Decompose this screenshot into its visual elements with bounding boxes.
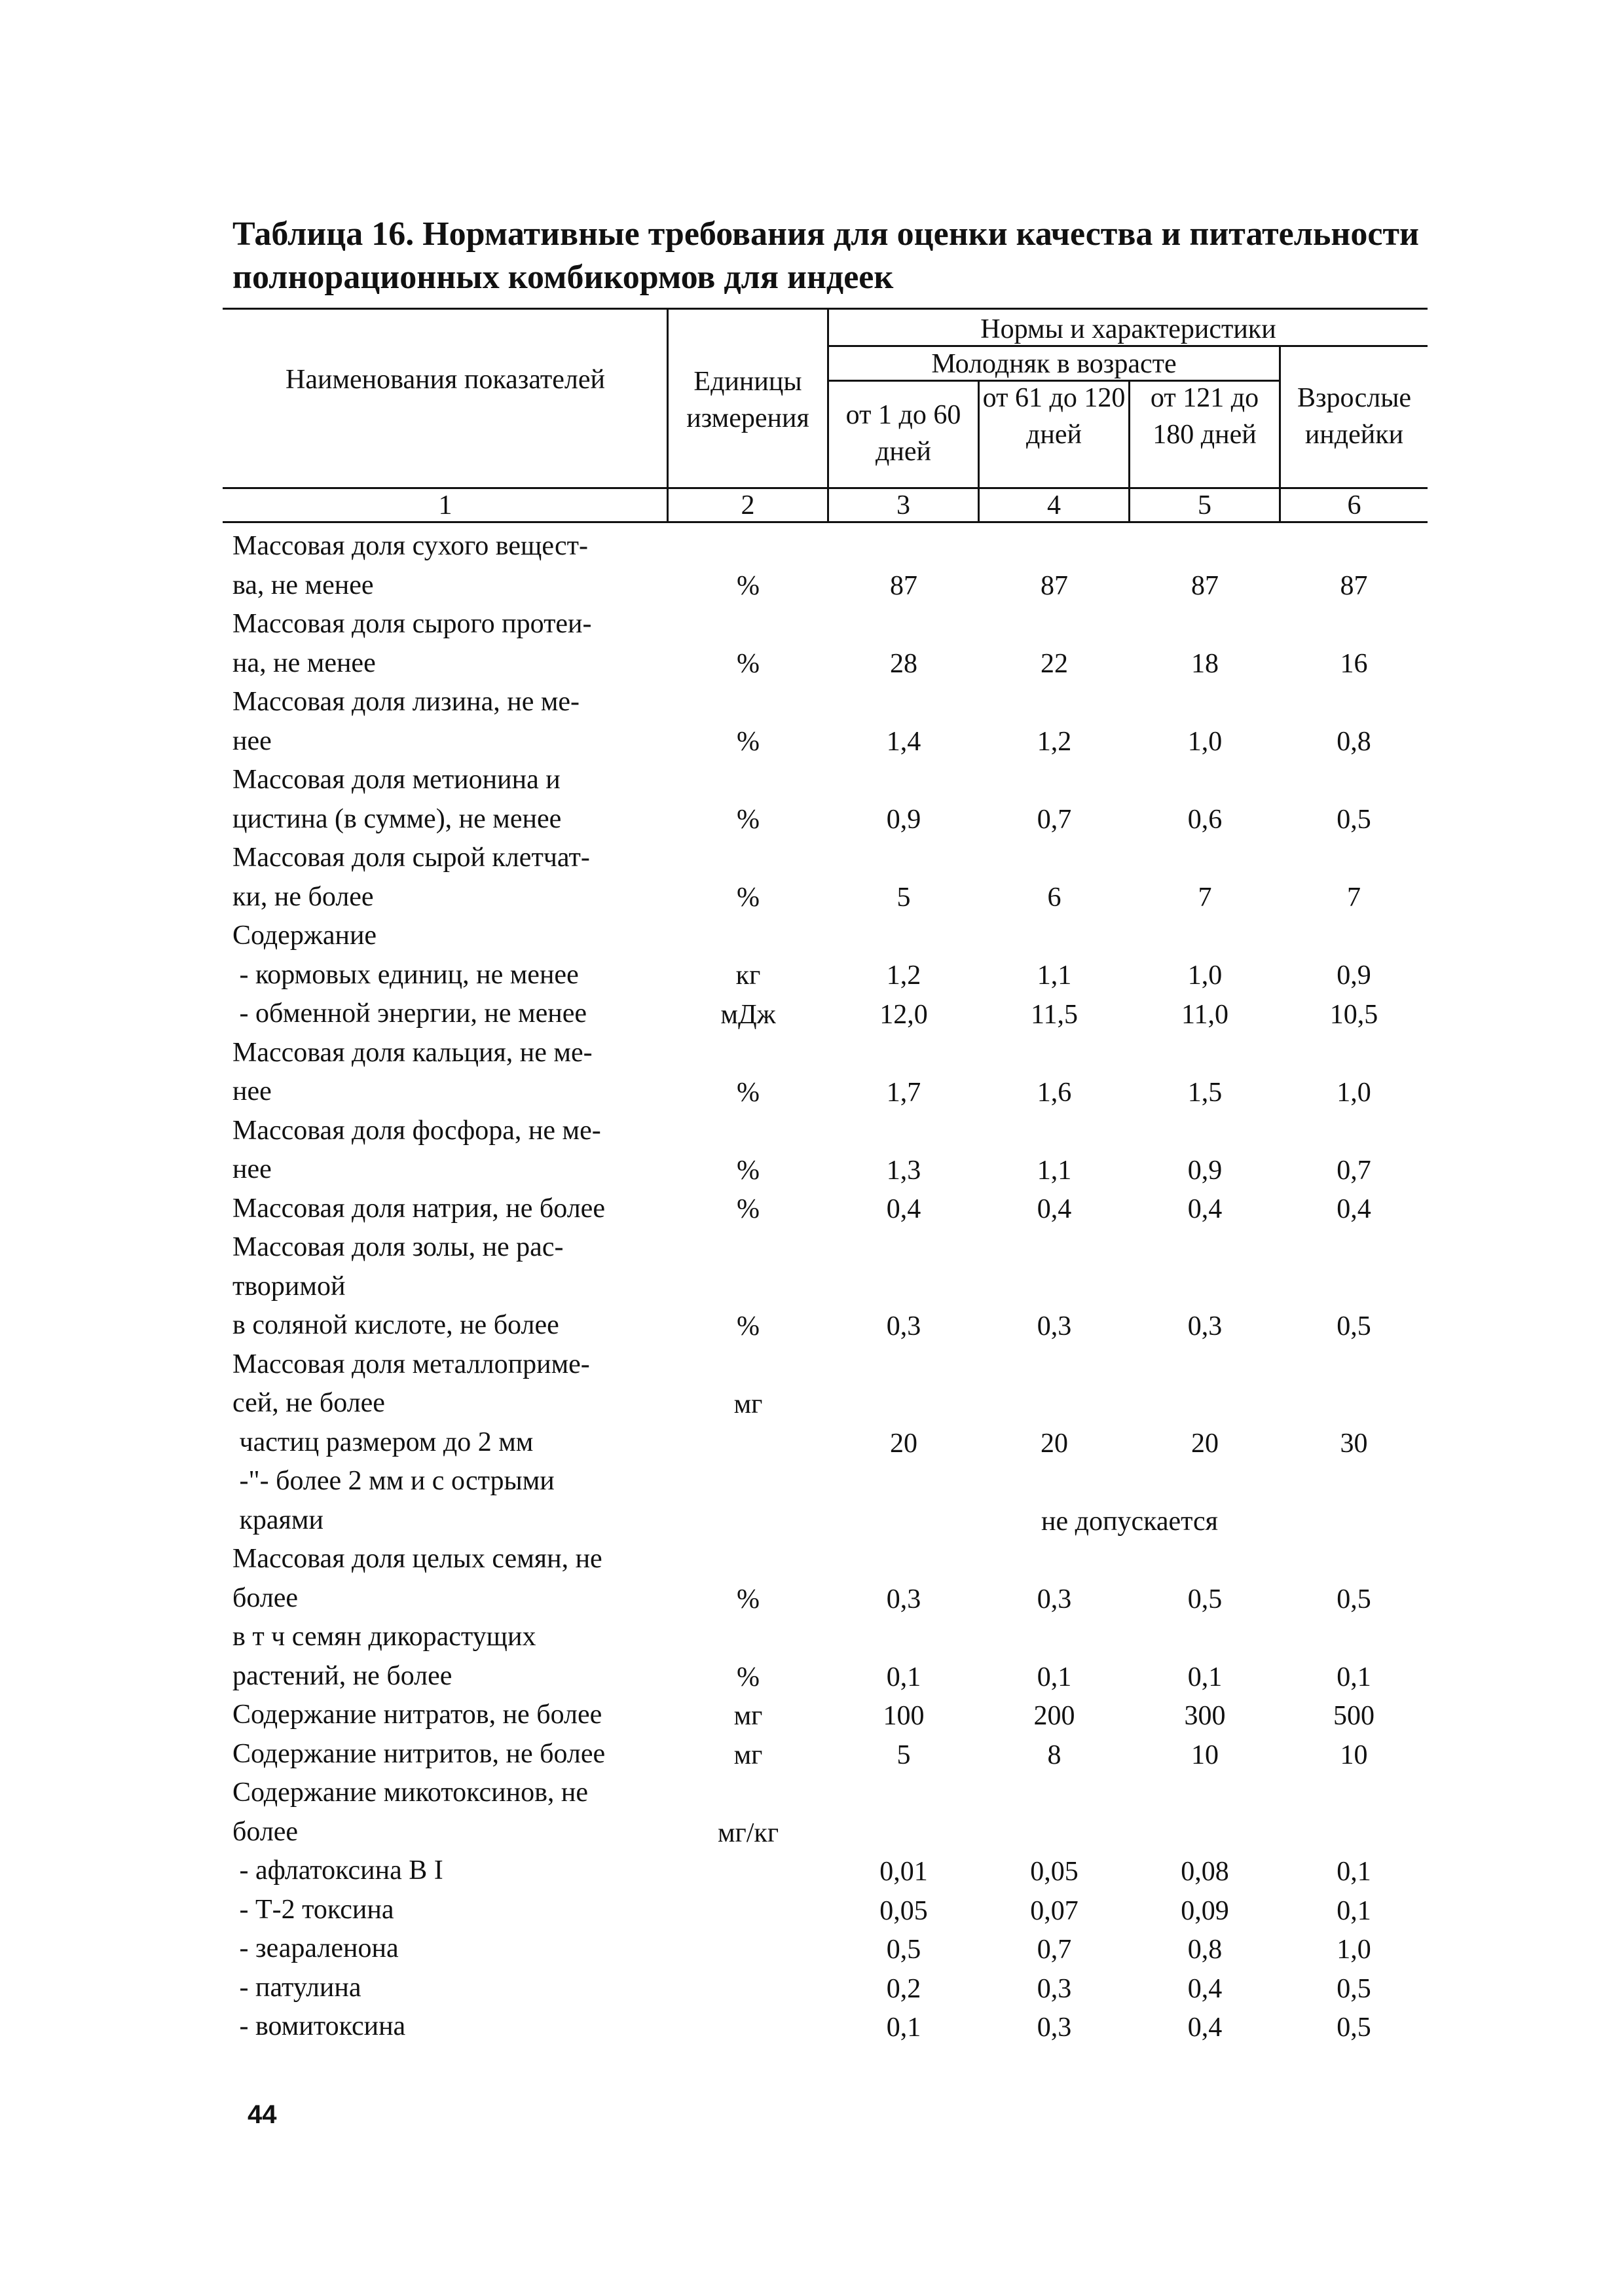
value-cell: 0,7 — [1037, 1935, 1072, 1965]
value-cell: 0,1 — [886, 2013, 921, 2043]
table-row — [0, 644, 1624, 683]
value-cell: 1,5 — [1187, 1078, 1223, 1108]
value-cell: 20 — [1041, 1429, 1068, 1459]
value-cell: 1,1 — [1037, 960, 1072, 991]
value-cell: 30 — [1340, 1429, 1368, 1459]
table-row — [0, 722, 1624, 761]
table-row — [0, 1930, 1624, 1969]
value-cell: 200 — [1033, 1701, 1075, 1731]
value-cell: 87 — [1340, 571, 1368, 601]
value-cell: 1,0 — [1337, 1935, 1371, 1965]
unit-cell: мг — [733, 1701, 763, 1731]
value-cell: 87 — [890, 571, 917, 601]
value-cell: 0,3 — [1037, 1974, 1072, 2004]
value-cell: 11,5 — [1031, 1000, 1078, 1030]
value-cell: 0,4 — [1337, 1194, 1371, 1224]
header-top-rule — [223, 308, 1428, 310]
table-row — [0, 1580, 1624, 1619]
value-cell: 0,9 — [1187, 1156, 1223, 1186]
column-number: 2 — [741, 490, 755, 520]
column-number: 3 — [896, 490, 910, 520]
value-cell: 0,4 — [1187, 2013, 1223, 2043]
value-cell: 0,5 — [1337, 805, 1371, 835]
value-cell: 1,0 — [1187, 960, 1223, 991]
unit-cell: % — [737, 1311, 760, 1341]
value-cell: 0,1 — [1337, 1857, 1371, 1887]
value-cell: 0,1 — [886, 1662, 921, 1692]
value-cell: 0,5 — [1337, 2013, 1371, 2043]
table-row — [0, 1813, 1624, 1853]
value-cell: 0,01 — [879, 1857, 928, 1887]
page-number: 44 — [248, 2100, 277, 2129]
value-cell: 0,07 — [1030, 1896, 1079, 1926]
value-cell: 0,5 — [1187, 1584, 1223, 1614]
table-row — [0, 1073, 1624, 1112]
value-cell: 11,0 — [1181, 1000, 1228, 1030]
unit-cell: кг — [735, 960, 761, 991]
value-cell: 18 — [1191, 649, 1219, 679]
column-number: 5 — [1198, 490, 1211, 520]
value-cell: 1,7 — [886, 1078, 921, 1108]
value-cell: 0,9 — [886, 805, 921, 835]
header-young: Молодняк в возрасте — [931, 349, 1177, 379]
table-row — [0, 800, 1624, 839]
table-row — [0, 1385, 1624, 1424]
value-cell: 87 — [1191, 571, 1219, 601]
value-cell: 100 — [883, 1701, 925, 1731]
value-cell: 5 — [896, 883, 911, 913]
table-row — [0, 1502, 1624, 1541]
unit-cell: мг — [733, 1389, 763, 1419]
header-age-1-60: от 1 до 60 дней — [845, 400, 961, 467]
value-cell: 1,1 — [1037, 1156, 1072, 1186]
unit-cell: % — [737, 727, 760, 757]
unit-cell: мг — [733, 1740, 763, 1770]
value-cell: 20 — [1191, 1429, 1219, 1459]
value-cell: 10,5 — [1329, 1000, 1378, 1030]
value-cell: 0,5 — [1337, 1584, 1371, 1614]
value-cell: 7 — [1198, 883, 1212, 913]
value-cell: 0,4 — [1187, 1974, 1223, 2004]
value-cell: 0,8 — [1187, 1935, 1223, 1965]
table-row — [0, 1736, 1624, 1775]
value-cell: 0,8 — [1337, 727, 1371, 757]
value-cell: 0,1 — [1337, 1662, 1371, 1692]
unit-cell: % — [737, 571, 760, 601]
value-cell: 12,0 — [879, 1000, 928, 1030]
value-cell: 0,5 — [1337, 1311, 1371, 1341]
unit-cell: мДж — [720, 1000, 776, 1030]
unit-cell: % — [737, 805, 760, 835]
value-cell: 6 — [1047, 883, 1061, 913]
value-cell: 0,2 — [886, 1974, 921, 2004]
header-unit: Единицы измерения — [686, 367, 809, 433]
value-cell: 0,4 — [1187, 1194, 1223, 1224]
value-cell: 28 — [890, 649, 917, 679]
value-cell: 87 — [1041, 571, 1068, 601]
value-cell: 5 — [896, 1740, 911, 1770]
value-cell: 0,3 — [886, 1584, 921, 1614]
column-number: 1 — [438, 490, 452, 520]
value-cell: 0,3 — [1037, 1311, 1072, 1341]
unit-cell: % — [737, 1662, 760, 1692]
value-cell: 0,3 — [1037, 1584, 1072, 1614]
value-cell: 0,05 — [879, 1896, 928, 1926]
unit-cell: % — [737, 1194, 760, 1224]
value-cell: 0,05 — [1030, 1857, 1079, 1887]
header-adult: Взрослые индейки — [1297, 383, 1412, 450]
value-cell: 500 — [1333, 1701, 1375, 1731]
value-cell: 0,4 — [1037, 1194, 1072, 1224]
column-number: 4 — [1047, 490, 1061, 520]
value-cell: 0,3 — [1187, 1311, 1223, 1341]
value-cell: 0,9 — [1337, 960, 1371, 991]
table-row — [0, 1190, 1624, 1229]
unit-cell: % — [737, 649, 760, 679]
table-title: Таблица 16. Нормативные требования для оценки качества и питательности полнорационных комбикормов для индеек — [232, 215, 1419, 296]
unit-cell: % — [737, 1584, 760, 1614]
header-norms: Нормы и характеристики — [980, 314, 1276, 344]
header-age-61-120: от 61 до 120 дней — [982, 383, 1126, 450]
column-number: 6 — [1347, 490, 1361, 520]
not-allowed-note: не допускается — [1041, 1506, 1218, 1537]
value-cell: 22 — [1041, 649, 1068, 679]
table-row — [0, 1151, 1624, 1190]
table-row — [0, 878, 1624, 917]
value-cell: 20 — [890, 1429, 917, 1459]
table-row — [0, 1969, 1624, 2009]
table-row — [0, 1307, 1624, 1346]
value-cell: 0,6 — [1187, 805, 1223, 835]
value-cell: 0,3 — [1037, 2013, 1072, 2043]
value-cell: 1,2 — [886, 960, 921, 991]
header-age-121-180: от 121 до 180 дней — [1150, 383, 1259, 450]
unit-cell: % — [737, 883, 760, 913]
value-cell: 16 — [1340, 649, 1368, 679]
indicator-names: Массовая доля сухого вещест- ва, не менее Массовая доля сырого протеи- на, не менее Массовая доля лизина, не ме- нее Массовая доля метионина и цистина (в сумме), не менее Массовая доля сырой клетчат- ки, не более Содержание - кормовых единиц, не менее - обменной энергии, не менее Массовая доля кальция, не ме- нее Массовая доля фосфора, не ме- нее Массовая доля натрия, не более Массовая доля золы, не рас- творимой в соляной кислоте, не более Массовая доля металлоприме- сей, не более частиц размером до 2 мм -"- более 2 мм и с острыми краями Массовая доля целых семян, не более в т ч семян дикорастущих растений, не более Содержание нитратов, не более Содержание нитритов, не более Содержание микотоксинов, не более - афлатоксина В I - Т-2 токсина - зеараленона - патулина - вомитоксина — [232, 531, 606, 2041]
table-row — [0, 566, 1624, 606]
value-cell: 1,3 — [886, 1156, 921, 1186]
table-row — [0, 995, 1624, 1034]
value-cell: 0,7 — [1037, 805, 1072, 835]
value-cell: 7 — [1347, 883, 1361, 913]
value-cell: 0,4 — [886, 1194, 921, 1224]
value-cell: 0,08 — [1181, 1857, 1229, 1887]
value-cell: 0,1 — [1337, 1896, 1371, 1926]
table-row — [0, 956, 1624, 995]
value-cell: 8 — [1047, 1740, 1061, 1770]
unit-cell: мг/кг — [717, 1818, 779, 1848]
table-row — [0, 1852, 1624, 1891]
unit-cell: % — [737, 1156, 760, 1186]
value-cell: 1,0 — [1337, 1078, 1371, 1108]
table-row — [0, 1891, 1624, 1931]
value-cell: 0,5 — [886, 1935, 921, 1965]
value-cell: 0,1 — [1187, 1662, 1223, 1692]
value-cell: 10 — [1340, 1740, 1368, 1770]
value-cell: 300 — [1184, 1701, 1226, 1731]
unit-cell: % — [737, 1078, 760, 1108]
value-cell: 0,1 — [1037, 1662, 1072, 1692]
header-indicator-name: Наименования показателей — [286, 365, 605, 395]
value-cell: 10 — [1191, 1740, 1219, 1770]
value-cell: 0,3 — [886, 1311, 921, 1341]
value-cell: 1,4 — [886, 727, 921, 757]
table-row — [0, 1696, 1624, 1736]
table-row — [0, 1424, 1624, 1463]
table-row — [0, 2008, 1624, 2047]
value-cell: 1,2 — [1037, 727, 1072, 757]
value-cell: 1,6 — [1037, 1078, 1072, 1108]
table-row — [0, 1658, 1624, 1697]
value-cell: 0,09 — [1181, 1896, 1229, 1926]
value-cell: 1,0 — [1187, 727, 1223, 757]
value-cell: 0,7 — [1337, 1156, 1371, 1186]
value-cell: 0,5 — [1337, 1974, 1371, 2004]
